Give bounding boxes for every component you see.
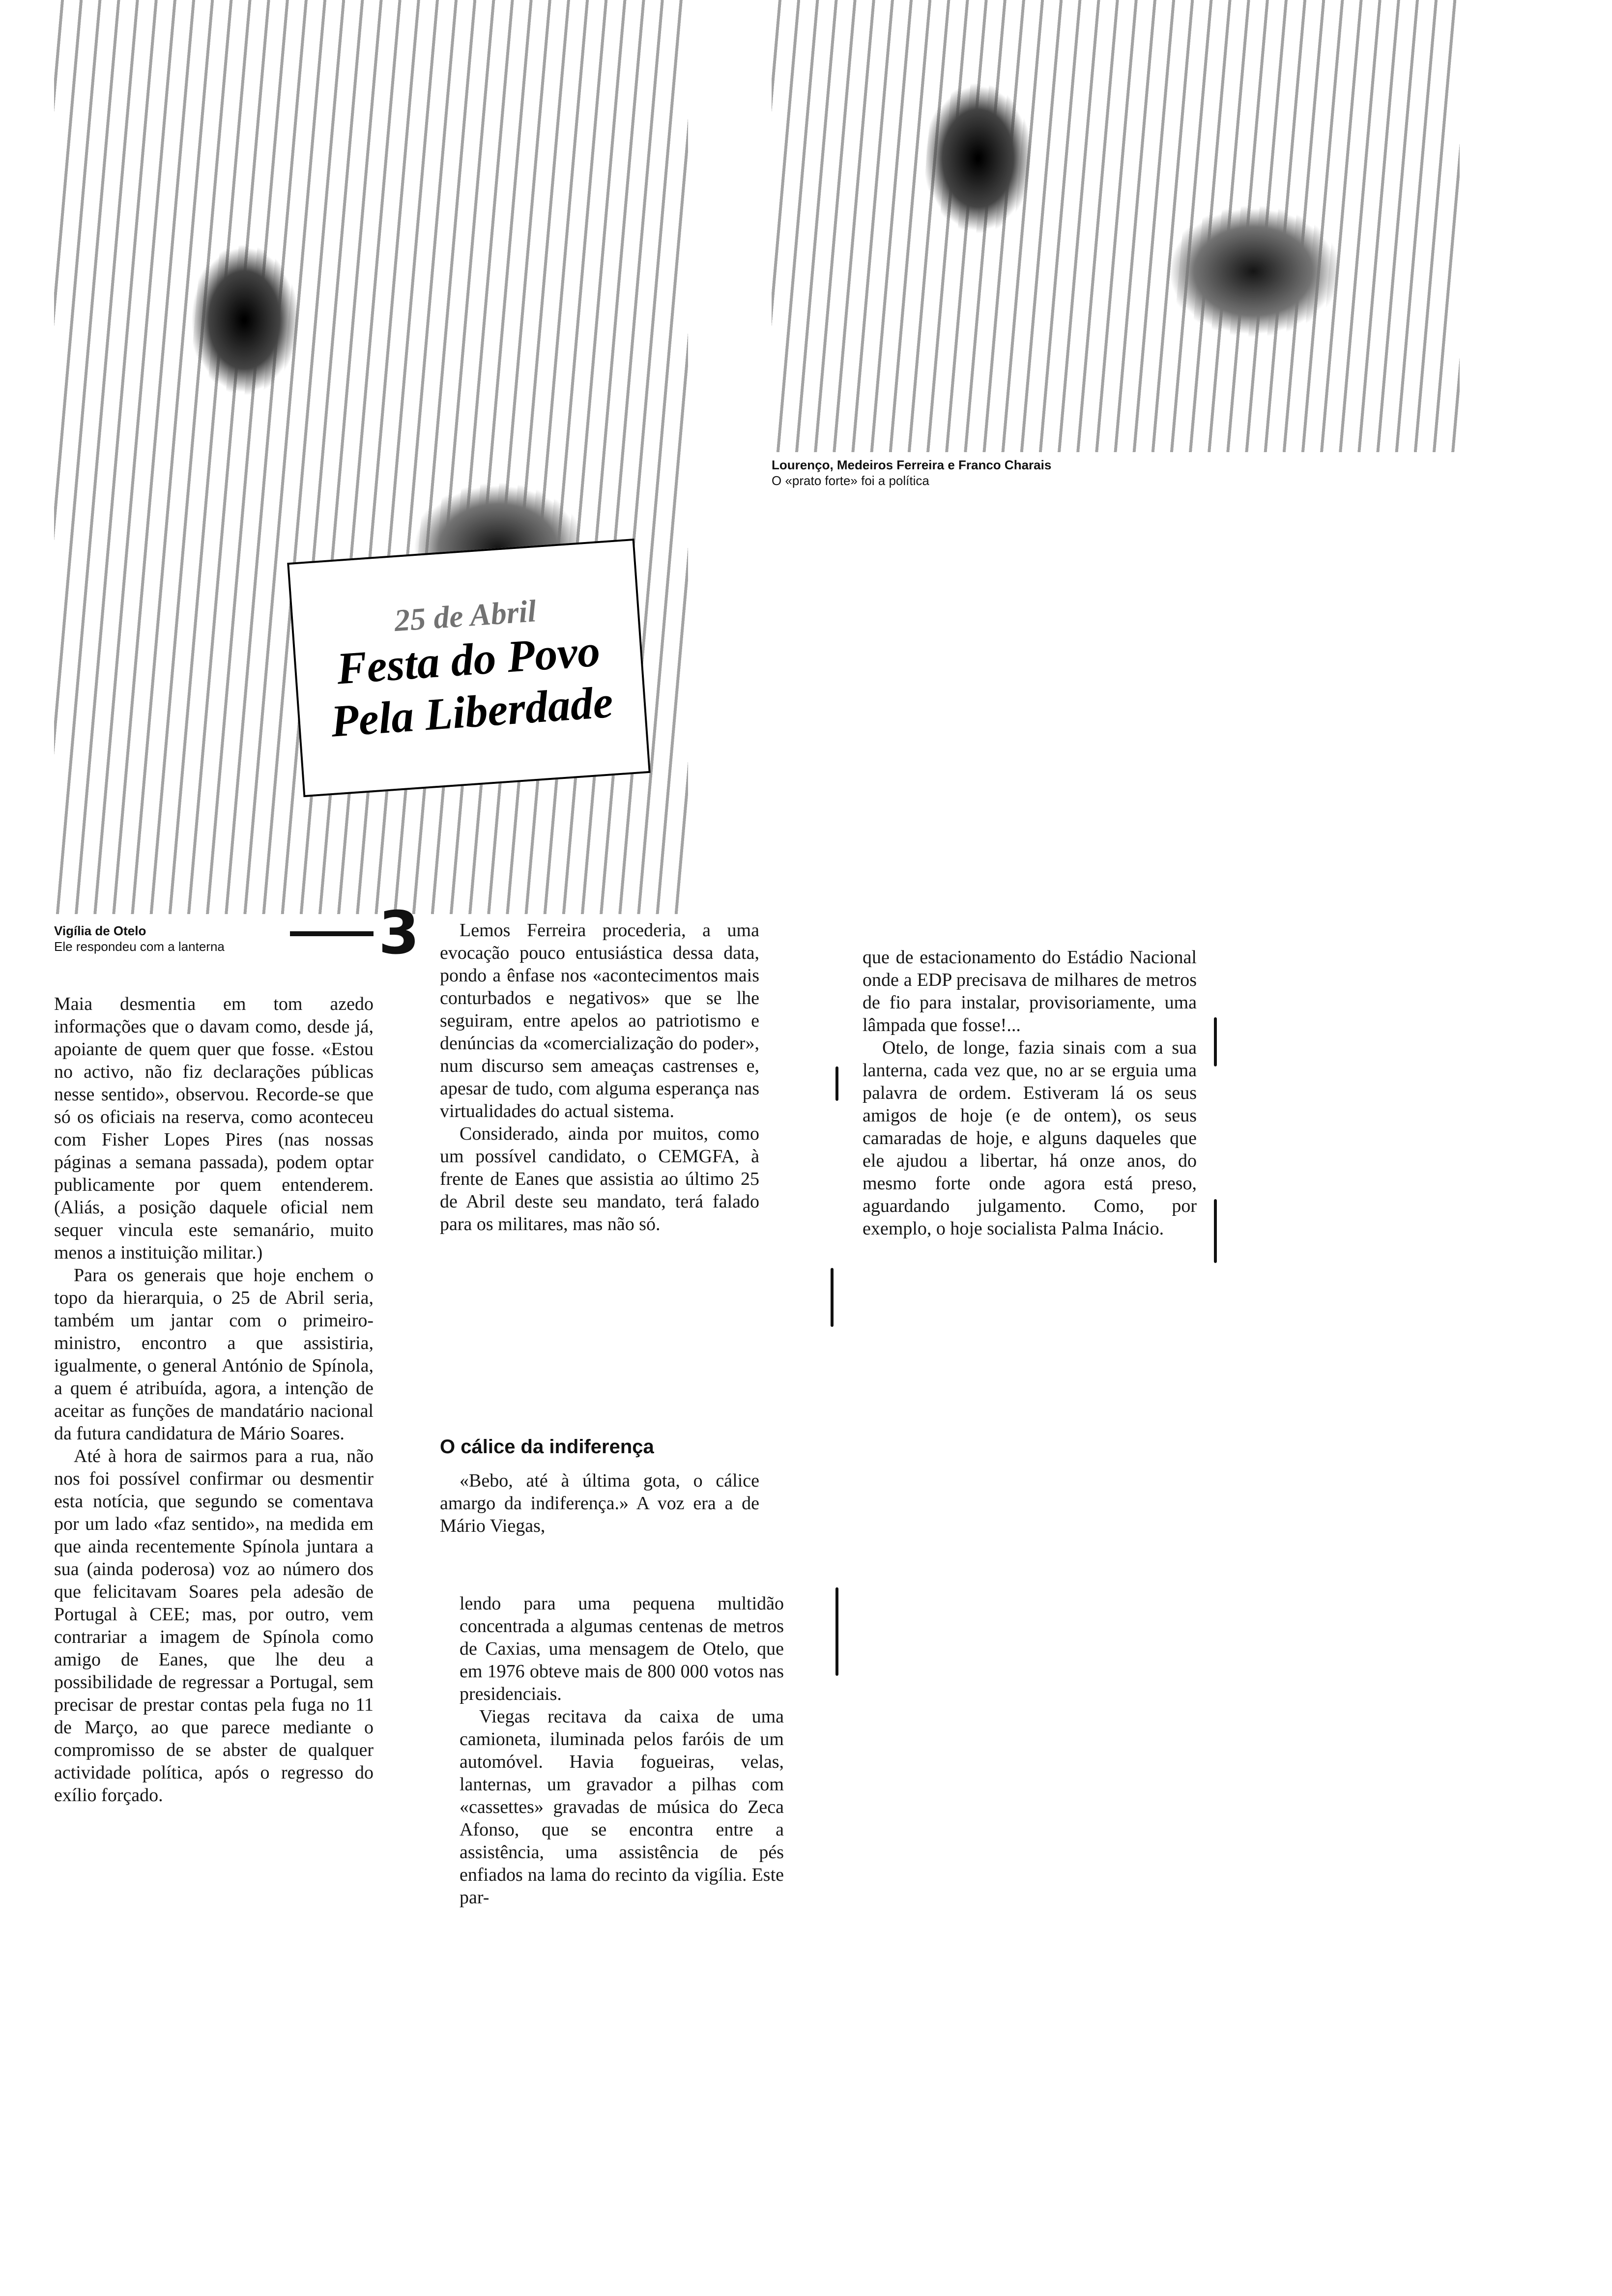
margin-mark	[835, 1066, 838, 1101]
paragraph: Até à hora de sairmos para a rua, não nos foi possível confirmar ou desmentir esta notícia, que segundo se comentava por um lado «faz sentido», na medida em que ainda recentemente Spínola juntara a sua (ainda poderosa) voz ao número dos que felicitavam Soares pela adesão de Portugal à CEE; mas, por outro, vem contrariar a imagem de Spínola como amigo de Eanes, que lhe deu a possibilidade de regressar a Portugal, sem precisar de prestar contas pela fuga no 11 de Março, ao que parece mediante o compromisso de se abster de qualquer actividade política, após o regresso do exílio forçado.	[54, 1446, 374, 1806]
margin-mark	[831, 1268, 834, 1327]
margin-mark	[1214, 1017, 1217, 1066]
article-column-1	[54, 993, 374, 1807]
handwritten-number: 3	[378, 899, 420, 968]
caption-left-photo	[54, 923, 329, 954]
paragraph: Otelo, de longe, fazia sinais com a sua lanterna, cada vez que, no ar se erguia uma palavra de ordem. Estiveram lá os seus amigos de hoje (e de ontem), os seus camaradas de hoje, e alguns daqueles que ele ajudou a libertar, há onze anos, do mesmo forte onde agora está preso, aguardando julgamento. Como, por exemplo, o hoje socialista Palma Inácio.	[863, 1037, 1197, 1239]
paragraph: Maia desmentia em tom azedo informações que o davam como, desde já, apoiante de quem quer que fosse. «Estou no activo, não fiz declarações públicas nesse sentido», observou. Recorde-se que só os oficiais na reserva, como aconteceu com Fisher Lopes Pires (nas nossas páginas a semana passada), podem optar publicamente por quem entenderem. (Aliás, a posição daquele oficial nem sequer vincula este semanário, muito menos a instituição militar.)	[54, 994, 374, 1263]
article-column-2-mid	[440, 1469, 759, 1537]
photo-otelo-vigil	[54, 0, 688, 914]
paragraph: lendo para uma pequena multidão concentrada a algumas centenas de metros de Caxias, uma mensagem de Otelo, que em 1976 obteve mais de 800 000 votos nas presidenciais.	[460, 1593, 784, 1704]
paragraph: Viegas recitava da caixa de uma camioneta, iluminada pelos faróis de um automóvel. Havia fogueiras, velas, lanternas, um gravador a pilhas com «cassettes» gravadas de música do Zeca Afonso, que se encontra entre a assistência, uma assistência de pés enfiados na lama do recinto da vigília. Este par-	[460, 1706, 784, 1908]
poster-line-2: Festa do Povo	[335, 625, 602, 694]
caption-right-photo	[772, 457, 1460, 488]
poster-banner	[287, 539, 651, 797]
poster-line-3: Pela Liberdade	[329, 676, 615, 746]
caption-left-text: Ele respondeu com a lanterna	[54, 939, 225, 954]
paragraph: que de estacionamento do Estádio Nacional onde a EDP precisava de milhares de metros de fio para instalar, provisoriamente, uma lâmpada que fosse!...	[863, 947, 1197, 1035]
handwritten-dash	[290, 931, 374, 936]
article-column-3	[863, 946, 1197, 1240]
caption-left-names: Vigília de Otelo	[54, 923, 146, 938]
poster-line-1: 25 de Abril	[393, 593, 538, 638]
margin-mark	[1214, 1199, 1217, 1263]
paragraph: Para os generais que hoje enchem o topo da hierarquia, o 25 de Abril seria, também um jantar com o primeiro-ministro, encontro a que assistiria, igualmente, o general António de Spínola, a quem é atribuída, agora, a intenção de aceitar as funções de mandatário nacional da futura candidatura de Mário Soares.	[54, 1265, 374, 1444]
paragraph: «Bebo, até à última gota, o cálice amargo da indiferença.» A voz era a de Mário Viegas,	[440, 1470, 759, 1536]
margin-mark	[835, 1587, 838, 1676]
article-column-2-top	[440, 919, 759, 1235]
paragraph: Considerado, ainda por muitos, como um possível candidato, o CEMGFA, à frente de Eanes que assistia ao último 25 de Abril deste seu mandato, terá falado para os militares, mas não só.	[440, 1123, 759, 1234]
section-subheading: O cálice da indiferença	[440, 1436, 654, 1458]
paragraph: Lemos Ferreira procederia, a uma evocação pouco entusiástica dessa data, pondo a ênfase nos «acontecimentos mais conturbados e negativos» que se lhe seguiram, entre apelos ao patriotismo e denúncias da «comercialização do poder», num discurso sem ameaças castrenses e, apesar de tudo, com alguma esperança nas virtualidades do actual sistema.	[440, 920, 759, 1121]
caption-right-text: O «prato forte» foi a política	[772, 473, 929, 488]
article-column-2-bottom	[460, 1592, 784, 1909]
photo-dinner	[772, 0, 1460, 452]
caption-right-names: Lourenço, Medeiros Ferreira e Franco Charais	[772, 458, 1052, 472]
